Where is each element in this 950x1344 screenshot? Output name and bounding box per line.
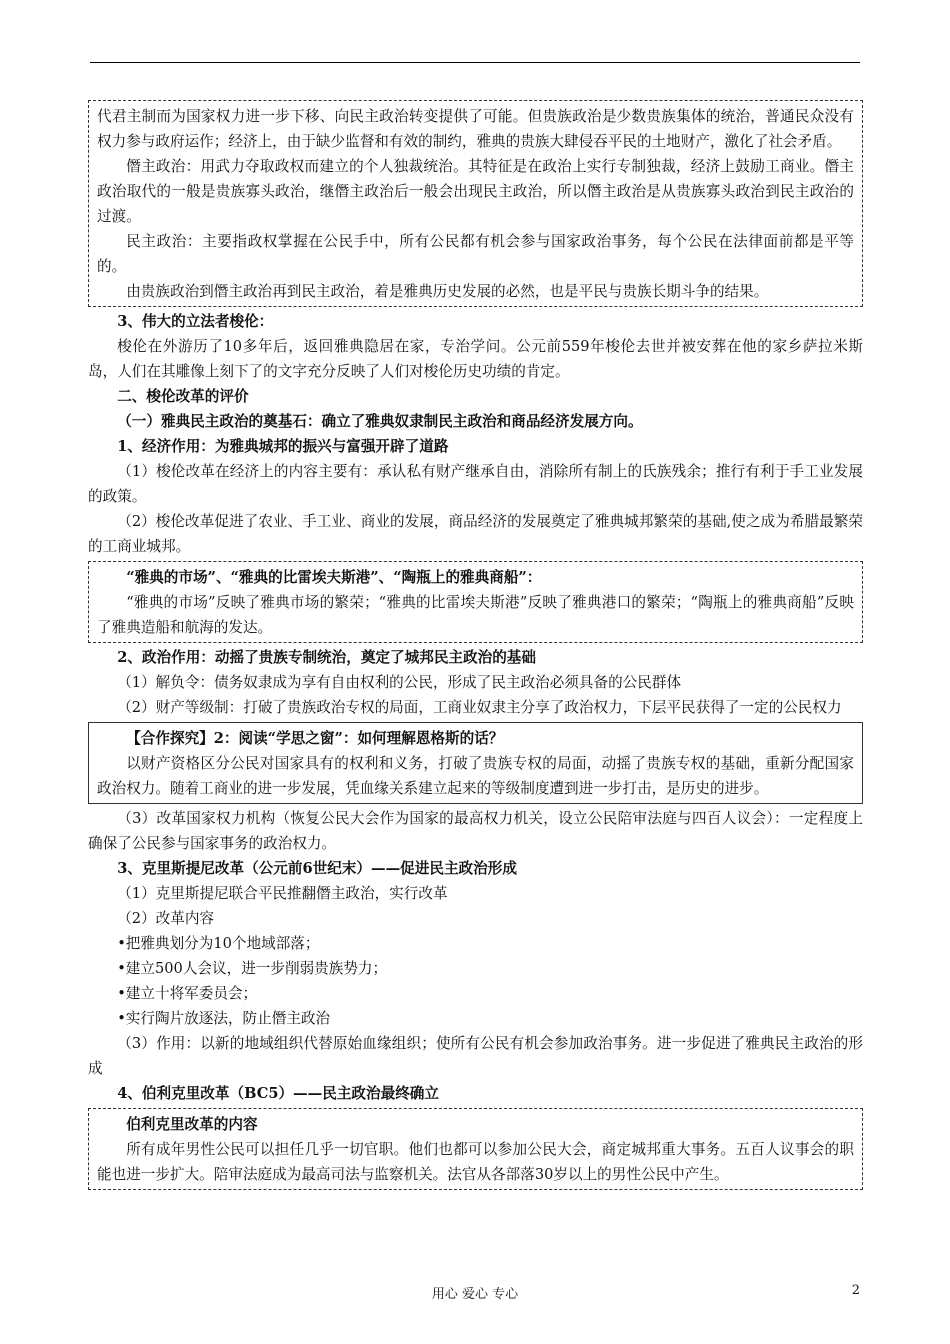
section-heading: 3、克里斯提尼改革（公元前6世纪末）——促进民主政治形成 (117, 860, 517, 877)
section-heading: 4、伯利克里改革（BC5）——民主政治最终确立 (117, 1085, 439, 1102)
section-heading: 二、梭伦改革的评价 (117, 388, 249, 405)
paragraph: （3）作用：以新的地域组织代替原始血缘组织；使所有公民有机会参加政治事务。进一步促进了雅典民主政治的形成 (88, 1035, 863, 1077)
paragraph: （2）财产等级制：打破了贵族政治专权的局面，工商业奴隶主分享了政治权力，下层平民获得了一定的公民权力 (117, 699, 842, 716)
note-box-government-types (88, 100, 863, 307)
page-content (88, 98, 863, 1192)
paragraph: （3）改革国家权力机构（恢复公民大会作为国家的最高权力机关，设立公民陪审法庭与四百人议会）：一定程度上确保了公民参与国家事务的政治权力。 (88, 810, 863, 852)
footer-motto: 用心 爱心 专心 (431, 1287, 519, 1302)
subsection-heading: （一）雅典民主政治的奠基石：确立了雅典奴隶制民主政治和商品经济发展方向。 (117, 413, 643, 430)
paragraph: “雅典的市场”反映了雅典市场的繁荣；“雅典的比雷埃夫斯港”反映了雅典港口的繁荣；“陶瓶上的雅典商船”反映了雅典造船和航海的发达。 (97, 594, 854, 636)
section-heading: 2、政治作用：动摇了贵族专制统治，奠定了城邦民主政治的基础 (117, 649, 536, 666)
paragraph: （2）梭伦改革促进了农业、手工业、商业的发展，商品经济的发展奠定了雅典城邦繁荣的基础,使之成为希腊最繁荣的工商业城邦。 (88, 513, 863, 555)
paragraph: 代君主制而为国家权力进一步下移、向民主政治转变提供了可能。但贵族政治是少数贵族集体的统治，普通民众没有权力参与政府运作；经济上，由于缺少监督和有效的制约，雅典的贵族大肆侵吞平民的土地财产，激化了社会矛盾。 (97, 108, 854, 150)
section-heading: 1、经济作用：为雅典城邦的振兴与富强开辟了道路 (117, 438, 449, 455)
paragraph: 由贵族政治到僭主政治再到民主政治，着是雅典历史发展的必然，也是平民与贵族长期斗争的结果。 (126, 283, 769, 300)
inquiry-box (88, 722, 863, 804)
list-item: •建立十将军委员会； (117, 985, 258, 1002)
paragraph: 所有成年男性公民可以担任几乎一切官职。他们也都可以参加公民大会，商定城邦重大事务。五百人议事会的职能也进一步扩大。陪审法庭成为最高司法与监察机关。法官从各部落30岁以上的男性公民中产生。 (97, 1141, 854, 1183)
paragraph: 以财产资格区分公民对国家具有的权利和义务，打破了贵族专权的局面，动摇了贵族专权的基础，重新分配国家政治权力。随着工商业的进一步发展，凭血缘关系建立起来的等级制度遭到进一步打击，是历史的进步。 (97, 755, 854, 797)
page-number: 2 (851, 1283, 860, 1298)
paragraph: 民主政治：主要指政权掌握在公民手中，所有公民都有机会参与国家政治事务，每个公民在法律面前都是平等的。 (97, 233, 854, 275)
list-item: •建立500人会议，进一步削弱贵族势力； (117, 960, 388, 977)
list-item: •实行陶片放逐法，防止僭主政治 (117, 1010, 331, 1027)
header-rule (90, 62, 860, 63)
paragraph: （1）梭伦改革在经济上的内容主要有：承认私有财产继承自由，消除所有制上的氏族残余；推行有利于手工业发展的政策。 (88, 463, 863, 505)
note-box-athens-images (88, 561, 863, 643)
box-title: “雅典的市场”、“雅典的比雷埃夫斯港”、“陶瓶上的雅典商船”： (126, 569, 542, 586)
paragraph: （1）解负令：债务奴隶成为享有自由权利的公民，形成了民主政治必须具备的公民群体 (117, 674, 682, 691)
section-heading: 3、伟大的立法者梭伦： (117, 313, 274, 330)
paragraph: 僭主政治：用武力夺取政权而建立的个人独裁统治。其特征是在政治上实行专制独裁，经济上鼓励工商业。僭主政治取代的一般是贵族寡头政治，继僭主政治后一般会出现民主政治，所以僭主政治是从贵族寡头政治到民主政治的过渡。 (97, 158, 854, 225)
paragraph: 梭伦在外游历了10多年后，返回雅典隐居在家，专治学问。公元前559年梭伦去世并被安葬在他的家乡萨拉米斯岛，人们在其雕像上刻下了的文字充分反映了人们对梭伦历史功绩的肯定。 (88, 338, 863, 380)
note-box-pericles (88, 1108, 863, 1190)
paragraph: （2）改革内容 (117, 910, 215, 927)
list-item: •把雅典划分为10个地域部落； (117, 935, 320, 952)
paragraph: （1）克里斯提尼联合平民推翻僭主政治，实行改革 (117, 885, 448, 902)
box-title: 伯利克里改革的内容 (126, 1116, 258, 1133)
box-title: 【合作探究】2：阅读“学思之窗”：如何理解恩格斯的话？ (126, 730, 504, 747)
